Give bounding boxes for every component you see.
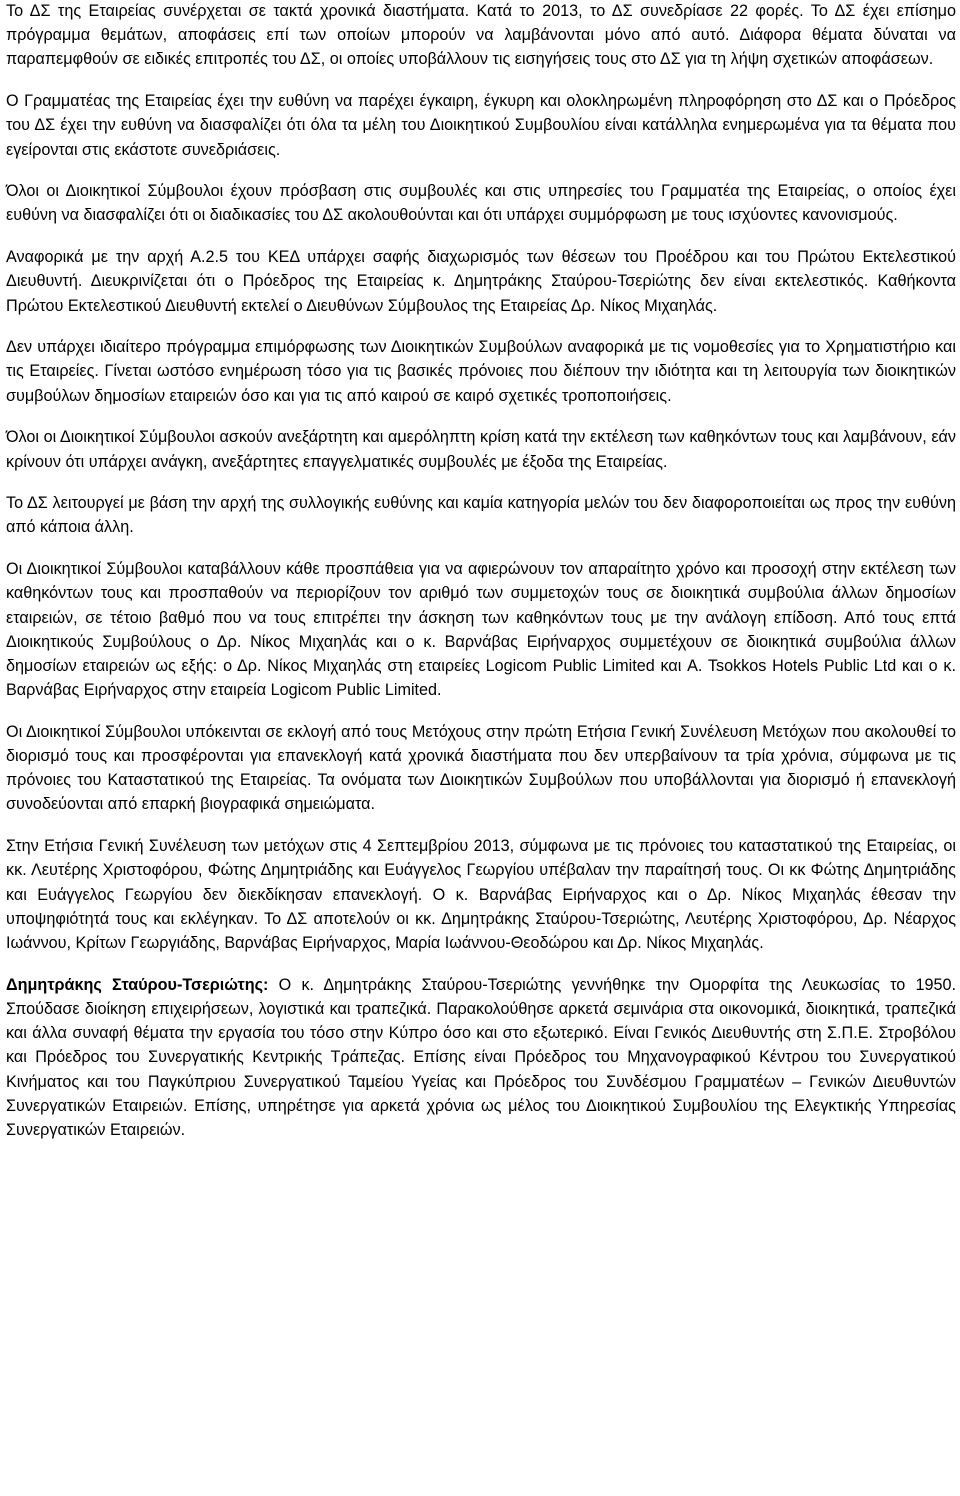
paragraph-collective-responsibility: Το ΔΣ λειτουργεί με βάση την αρχή της συλλογικής ευθύνης και καμία κατηγορία μελών του δεν διαφοροποιείται ως προς την ευθύνη από κάποια άλλη. [6,494,956,537]
biography-text: Ο κ. Δημητράκης Σταύρου-Τσεριώτης γεννήθηκε την Ομορφίτα της Λευκωσίας το 1950. Σπούδασε διοίκηση επιχειρήσεων, λογιστικά και τραπεζικά. Παρακολούθησε αρκετά σεμινάρια στα οικονομικά, διοικητικά, τραπεζικά και άλλα συναφή θέματα την εργασία του τόσο στην Κύπρο όσο και στο εξωτερικό. Είναι Γενικός Διευθυντής στη Σ.Π.Ε. Στροβόλου και Πρόεδρος του Συνεργατικής Κεντρικής Τράπεζας. Επίσης είναι Πρόεδρος του Μηχανογραφικού Κέντρου του Συνεργατικού Κινήματος και του Παγκύπριου Συνεργατικού Ταμείου Υγείας και Πρόεδρος του Συνδέσμου Γραμματέων – Γενικών Διευθυντών Συνεργατικών Εταιρειών. Επίσης, υπηρέτησε για αρκετά χρόνια ως μέλος του Διοικητικού Συμβουλίου της Ελεγκτικής Υπηρεσίας Συνεργατικών Εταιρειών. [6,975,957,1139]
paragraph-time-commitment: Οι Διοικητικοί Σύμβουλοι καταβάλλουν κάθε προσπάθεια για να αφιερώνουν τον απαραίτητο χρόνο και προσοχή στην εκτέλεση των καθηκόντων τους και προσπαθούν να περιορίζουν τον αριθμό των συμμετοχών τους σε διοικητικά συμβούλια άλλων δημοσίων εταιρειών, σε τέτοιο βαθμό που να τους επιτρέπει την άσκηση των καθηκόντων τους με την ανάλογη επίδοση. Από τους επτά Διοικητικούς Συμβούλους ο Δρ. Νίκος Μιχαηλάς και ο κ. Βαρνάβας Ειρήναρχος συμμετέχουν σε διοικητικά συμβούλια άλλων δημοσίων εταιρειών ως εξής: ο Δρ. Νίκος Μιχαηλάς στη εταιρείες Logicom Public Limited και A. Tsokkos Hotels Public Ltd και ο κ. Βαρνάβας Ειρήναρχος στην εταιρεία Logicom Public Limited. [6,560,956,700]
paragraph-biography-chairman [6,973,956,1142]
paragraph-board-meetings: Το ΔΣ της Εταιρείας συνέρχεται σε τακτά χρονικά διαστήματα. Κατά το 2013, το ΔΣ συνεδρίασε 22 φορές. Το ΔΣ έχει επίσημο πρόγραμμα θεμάτων, αποφάσεις επί των οποίων μπορούν να λαμβάνονται μόνο από αυτό. Διάφορα θέματα δύναται να παραπεμφθούν σε ειδικές επιτροπές του ΔΣ, οι οποίες υποβάλλουν τις εισηγήσεις τους στο ΔΣ για τη λήψη σχετικών αποφάσεων. [6,2,956,69]
paragraph-election: Οι Διοικητικοί Σύμβουλοι υπόκεινται σε εκλογή από τους Μετόχους στην πρώτη Ετήσια Γενική Συνέλευση Μετόχων που ακολουθεί το διορισμό τους και προσφέρονται για επανεκλογή κατά χρονικά διαστήματα που δεν υπερβαίνουν τα τρία χρόνια, σύμφωνα με τις πρόνοιες του Καταστατικού της Εταιρείας. Τα ονόματα των Διοικητικών Συμβούλων που υποβάλλονται για διορισμό ή επανεκλογή συνοδεύονται από επαρκή βιογραφικά σημειώματα. [6,722,956,814]
paragraph-chairman-ceo-separation: Αναφορικά με την αρχή Α.2.5 του ΚΕΔ υπάρχει σαφής διαχωρισμός των θέσεων του Προέδρου και του Πρώτου Εκτελεστικού Διευθυντή. Διευκρινίζεται ότι ο Πρόεδρος της Εταιρείας κ. Δημητράκης Σταύρου-Τσερiώτης δεν είναι εκτελεστικός. Καθήκοντα Πρώτου Εκτελεστικού Διευθυντή εκτελεί ο Διευθύνων Σύμβουλος της Εταιρείας Δρ. Νίκος Μιχαηλάς. [6,248,956,315]
paragraph-agm-2013: Στην Ετήσια Γενική Συνέλευση των μετόχων στις 4 Σεπτεμβρίου 2013, σύμφωνα με τις πρόνοιες του καταστατικού της Εταιρείας, οι κκ. Λευτέρης Χριστοφόρου, Φώτης Δημητριάδης και Ευάγγελος Γεωργίου υπέβαλαν την παραίτησή τους. Οι κκ Φώτης Δημητριάδης και Ευάγγελος Γεωργίου δεν διεκδίκησαν επανεκλογή. Ο κ. Βαρνάβας Ειρήναρχος και ο Δρ. Νίκος Μιχαηλάς έθεσαν την υποψηφιότητά τους και εκλέγηκαν. Το ΔΣ αποτελούν οι κκ. Δημητράκης Σταύρου-Τσεριώτης, Λευτέρης Χριστοφόρου, Δρ. Νέαρχος Ιωάννου, Κρίτων Γεωργιάδης, Βαρνάβας Ειρήναρχος, Μαρία Ιωάννου-Θεοδώρου και Δρ. Νίκος Μιχαηλάς. [6,837,956,952]
paragraph-training: Δεν υπάρχει ιδιαίτερο πρόγραμμα επιμόρφωσης των Διοικητικών Συμβούλων αναφορικά με τις νομοθεσίες για το Χρηματιστήριο και τις Εταιρείες. Γίνεται ωστόσο ενημέρωση τόσο για τις βασικές πρόνοιες που διέπουν την ιδιότητα και τη λειτουργία των διοικητικών συμβούλων δημοσίων εταιρειών όσο και για τις από καιρού σε καιρό σχετικές τροποποιήσεις. [6,338,956,405]
paragraph-secretary-duties: Ο Γραμματέας της Εταιρείας έχει την ευθύνη να παρέχει έγκαιρη, έγκυρη και ολοκληρωμένη πληροφόρηση στο ΔΣ και ο Πρόεδρος του ΔΣ έχει την ευθύνη να διασφαλίζει ότι όλα τα μέλη του Διοικητικού Συμβουλίου είναι κατάλληλα ενημερωμένα για τα θέματα που εγείρονται στις εκάστοτε συνεδριάσεις. [6,92,956,159]
biography-name-heading: Δημητράκης Σταύρου-Τσεριώτης: [6,975,269,994]
paragraph-secretary-access: Όλοι οι Διοικητικοί Σύμβουλοι έχουν πρόσβαση στις συμβουλές και στις υπηρεσίες του Γραμματέα της Εταιρείας, ο οποίος έχει ευθύνη να διασφαλίζει ότι οι διαδικασίες του ΔΣ ακολουθούνται και ότι υπάρχει συμμόρφωση με τους ισχύοντες κανονισμούς. [6,182,956,225]
paragraph-independent-judgement: Όλοι οι Διοικητικοί Σύμβουλοι ασκούν ανεξάρτητη και αμερόληπτη κρίση κατά την εκτέλεση των καθηκόντων τους και λαμβάνουν, εάν κρίνουν ότι υπάρχει ανάγκη, ανεξάρτητες επαγγελματικές συμβουλές με έξοδα της Εταιρείας. [6,428,956,471]
